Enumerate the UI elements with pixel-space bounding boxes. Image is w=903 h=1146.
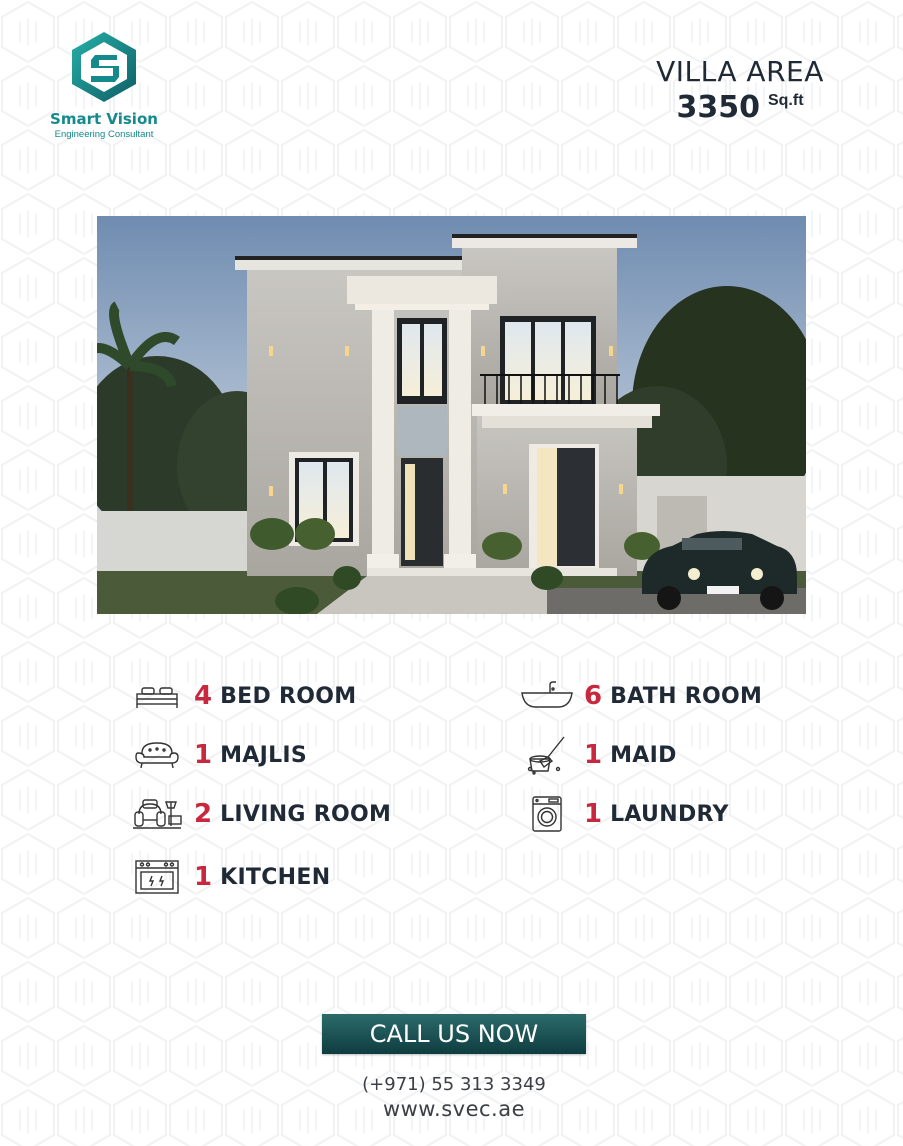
features-left: [130, 676, 391, 897]
phone-number[interactable]: (+971) 55 313 3349: [362, 1074, 546, 1095]
laundry-count: 1: [584, 799, 603, 829]
area-title: VILLA AREA: [656, 55, 824, 88]
smart-vision-logo-icon: [69, 30, 139, 104]
brand-logo: [48, 30, 160, 140]
area-value-row: [630, 90, 850, 125]
armchair-lamp-icon: [130, 794, 184, 834]
feature-living-room: [130, 794, 391, 834]
oven-icon: [130, 857, 184, 897]
living-room-label: LIVING ROOM: [220, 801, 392, 827]
bed-room-count: 4: [194, 681, 213, 711]
washing-machine-icon: [520, 794, 574, 834]
maid-count: 1: [584, 740, 603, 770]
feature-bed-room: [130, 676, 391, 716]
kitchen-count: 1: [194, 862, 213, 892]
area-value: 3350: [676, 90, 760, 125]
living-room-count: 2: [194, 799, 213, 829]
feature-maid: [520, 735, 762, 775]
feature-majlis: [130, 735, 391, 775]
brand-name: Smart Vision: [50, 110, 158, 128]
brand-tagline: Engineering Consultant: [54, 129, 154, 140]
majlis-label: MAJLIS: [220, 742, 308, 768]
broom-bucket-icon: [520, 735, 574, 775]
kitchen-label: KITCHEN: [220, 864, 331, 890]
bed-icon: [130, 676, 184, 716]
feature-kitchen: [130, 857, 391, 897]
maid-label: MAID: [610, 742, 677, 768]
villa-area: [630, 55, 850, 125]
bath-room-count: 6: [584, 681, 603, 711]
feature-bath-room: [520, 676, 762, 716]
majlis-count: 1: [194, 740, 213, 770]
sofa-icon: [130, 735, 184, 775]
bath-room-label: BATH ROOM: [610, 683, 763, 709]
features-right: [520, 676, 762, 834]
website-link[interactable]: www.svec.ae: [382, 1097, 526, 1121]
laundry-label: LAUNDRY: [610, 801, 729, 827]
bathtub-icon: [520, 676, 574, 716]
call-us-now-button[interactable]: CALL US NOW: [322, 1014, 586, 1054]
area-unit: Sq.ft: [767, 92, 804, 109]
feature-laundry: [520, 794, 762, 834]
villa-exterior-image: [97, 216, 806, 614]
bed-room-label: BED ROOM: [220, 683, 357, 709]
